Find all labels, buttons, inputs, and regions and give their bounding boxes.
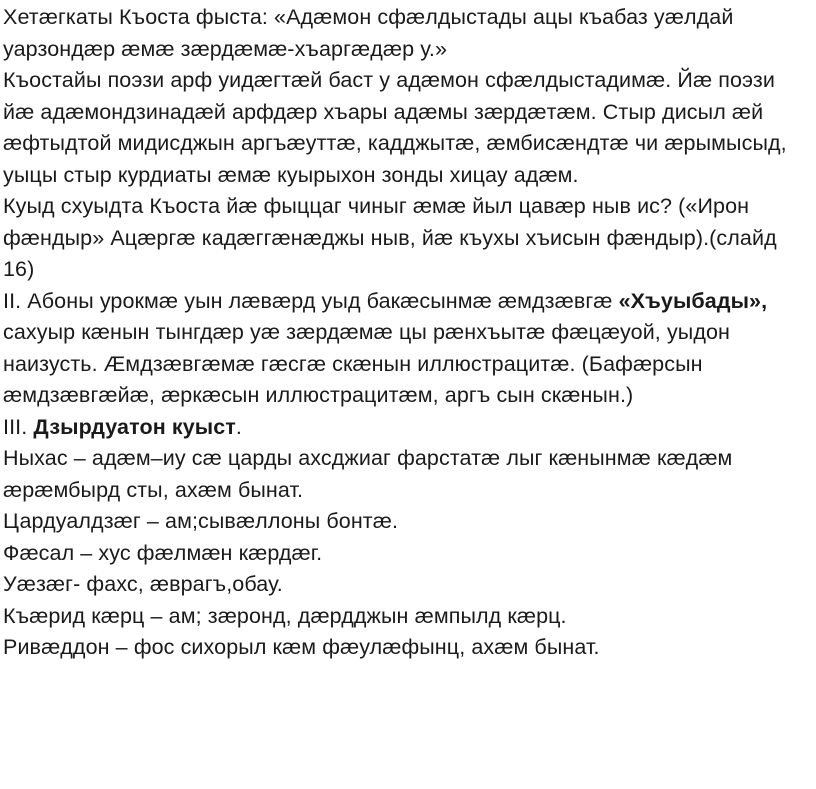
- vocab-item: Цардуалдзæг – ам;сывæллоны бонтæ.: [3, 509, 399, 533]
- section-three-heading: [3, 412, 811, 444]
- intro-quote: Хетæгкаты Къоста фыста: «Адæмон сфæлдыстады ацы къабаз уæлдай уарзондæр æмæ зæрдæмæ-хъаргæдæр у.»: [3, 5, 734, 61]
- vocab-item: Уæзæг- фахс, æврагъ,обау.: [3, 572, 283, 596]
- section-three-period: .: [235, 414, 242, 439]
- section-three-title: Дзырдуатон куыст: [33, 414, 236, 439]
- section-two-lead: Абоны урокмæ уын лæвæрд уыд бакæсынмæ æмдзæвгæ: [21, 288, 619, 313]
- document-body: [3, 2, 811, 664]
- vocab-item: Къæрид кæрц – ам; зæронд, дæрдджын æмпылд кæрц.: [3, 603, 567, 628]
- section-two-rest: сахуыр кæнын тынгдæр уæ зæрдæмæ цы рæнхъытæ фæцæуой, уыдон наизусть. Æмдзæвгæмæ гæсгæ скæнын иллюстрацитæ. (Бафæрсын æмдзæвгæйæ, æркæсын иллюстрацитæм, аргъ сын скæнын.): [3, 320, 731, 407]
- vocab-item: Ныхас – адæм–иу сæ царды ахсджиаг фарстатæ лыг кæнынмæ кæдæм æрæмбырд сты, ахæм бынат.: [3, 446, 733, 502]
- vocab-item: Ривæддон – фос сихорыл кæм фæулæфынц, ахæм бынат.: [3, 635, 600, 659]
- section-two: [3, 286, 811, 412]
- section-three-numeral: III.: [3, 414, 28, 439]
- paragraph-poetry: Къостайы поэзи арф уидæгтæй баст у адæмон сфæлдыстадимæ. Йæ поэзи йæ адæмондзинадæй арфдæр хъары адæмы зæрдæтæм. Стыр дисыл æй æфтыдтой мидисджын аргъæуттæ, кадджытæ, æмбисæндтæ чи æрымысыд, уыцы стыр курдиаты æмæ куырыхон зонды хицау адæм.: [3, 68, 787, 187]
- poem-title: «Хъуыбады»,: [618, 288, 768, 313]
- paragraph-question: Куыд схуыдта Къоста йæ фыццаг чиныг æмæ йыл цавæр ныв ис? («Ирон фæндыр» Ацæргæ кадæггæнæджы ныв, йæ къухы хъисын фæндыр).(слайд 16): [3, 194, 777, 281]
- section-two-numeral: II.: [3, 288, 22, 313]
- vocab-item: Фæсал – хус фæлмæн кæрдæг.: [3, 540, 323, 565]
